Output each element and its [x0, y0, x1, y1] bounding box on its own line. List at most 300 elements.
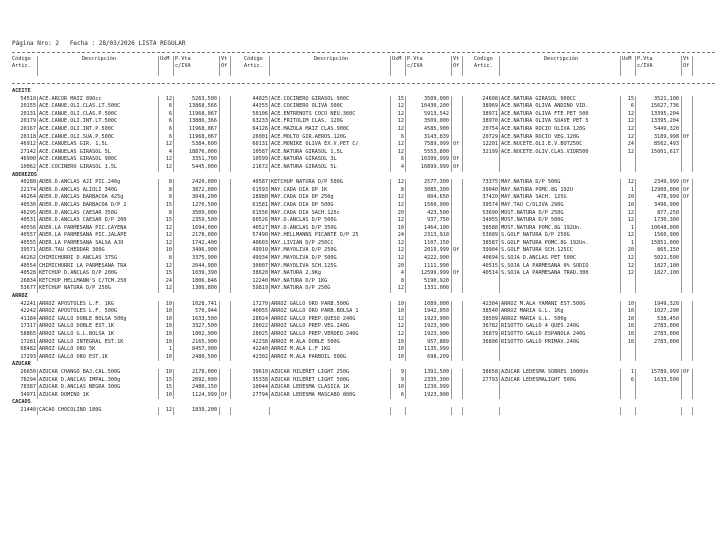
col-separator [173, 156, 175, 164]
col-separator [37, 149, 39, 157]
col-header-uxm: UxM [392, 56, 402, 62]
item-uxm: 12 [627, 118, 634, 125]
item-price: 11968,067 [188, 110, 217, 117]
col-separator [37, 232, 39, 240]
item-description: ACE.CAÑUELAS GIR. 1,5L [39, 141, 108, 148]
item-offer: Of [453, 270, 460, 277]
col-separator [390, 247, 392, 255]
col-separator [451, 217, 453, 225]
col-separator [219, 217, 221, 225]
col-separator [681, 354, 683, 362]
col-separator [390, 255, 392, 263]
col-separator [451, 316, 453, 324]
col-separator [390, 285, 392, 293]
item-description: ARROZ APOSTOLES L.F. 1KG [39, 300, 114, 307]
item-code: 40694 [482, 255, 498, 262]
item-description: AZUCAR CHANGO BAJ.CAL.500G [39, 368, 121, 375]
item-uxm: 6 [168, 133, 172, 140]
item-uxm: 12 [397, 179, 404, 186]
table-row [12, 331, 715, 339]
col-separator [390, 331, 392, 339]
item-code: 49910 [252, 247, 268, 254]
col-separator [635, 134, 637, 142]
item-code: 46912 [20, 141, 36, 148]
col-separator [219, 346, 221, 354]
table-row [12, 225, 715, 233]
item-description: ARROZ MARIA G.L. 1Kg [501, 308, 564, 315]
item-uxm: 8 [400, 277, 404, 284]
col-separator [158, 194, 160, 202]
col-separator [692, 187, 694, 195]
col-separator [219, 179, 221, 187]
col-separator [462, 384, 464, 392]
item-uxm: 6 [168, 118, 172, 125]
item-uxm: 12 [627, 217, 634, 224]
col-separator [462, 247, 464, 255]
report-header [12, 40, 185, 47]
section-title: ARROZ [12, 293, 28, 300]
col-separator [405, 149, 407, 157]
col-separator [451, 103, 453, 111]
col-separator [269, 134, 271, 142]
item-description: ACE.NATURA GIRASOL 900CC [501, 95, 576, 102]
item-code: 40055 [252, 308, 268, 315]
col-separator [620, 240, 622, 248]
col-separator [635, 240, 637, 248]
col-separator [230, 164, 232, 172]
col-separator [692, 202, 694, 210]
item-code: 35338 [252, 376, 268, 383]
col-separator [390, 369, 392, 377]
col-separator [405, 354, 407, 362]
item-code: 17317 [20, 323, 36, 330]
item-description: ARROZ GALLO DOBLE BOLSA 500g [39, 315, 127, 322]
col-separator [37, 346, 39, 354]
item-code: 39574 [482, 201, 498, 208]
item-price: 2783,000 [654, 338, 679, 345]
item-price: 1107,150 [424, 239, 449, 246]
col-separator [462, 225, 464, 233]
col-separator [405, 164, 407, 172]
item-uxm: 6 [400, 391, 404, 398]
col-separator [451, 149, 453, 157]
item-price: 1464,100 [424, 224, 449, 231]
item-description: MAY.TAU C/OLIVA 290G [501, 201, 564, 208]
item-code: 40557 [20, 232, 36, 239]
item-price: 698,209 [427, 353, 449, 360]
item-description: ACE.FRITOLIM CLAS. 120G [271, 118, 343, 125]
col-separator [405, 156, 407, 164]
col-separator [219, 194, 221, 202]
col-separator [451, 210, 453, 218]
item-code: 46264 [20, 194, 36, 201]
col-separator [269, 156, 271, 164]
col-separator [158, 308, 160, 316]
item-code: 10587 [252, 148, 268, 155]
col-separator [405, 308, 407, 316]
col-separator [173, 202, 175, 210]
item-description: ACE.CAÑUE.OLI.CLAS.LT.500C [39, 103, 121, 110]
col-separator [462, 96, 464, 104]
col-separator [158, 103, 160, 111]
table-row [12, 118, 715, 126]
item-uxm: 6 [168, 103, 172, 110]
item-price: 1111,990 [424, 262, 449, 269]
item-description: ACE.CAÑUELAS GIRASOL 5L [39, 148, 111, 155]
col-separator [405, 247, 407, 255]
item-uxm: 12 [397, 331, 404, 337]
item-price: 2178,000 [192, 232, 217, 239]
item-code: 36806 [482, 338, 498, 345]
item-description: ACE.COCINERO GIRASOL 900C [271, 95, 350, 102]
col-separator [635, 263, 637, 271]
item-description: ADER.LA PARMESANA PIC.JALAPE [39, 232, 127, 239]
col-separator [462, 134, 464, 142]
col-separator [405, 118, 407, 126]
col-separator [390, 308, 392, 316]
col-separator [462, 187, 464, 195]
item-price: 15627,736 [650, 103, 679, 110]
col-separator [269, 210, 271, 218]
item-uxm: 6 [630, 103, 634, 110]
col-separator [173, 111, 175, 119]
item-uxm: 10 [627, 308, 634, 315]
item-code: 46295 [20, 209, 36, 216]
col-separator [158, 270, 160, 278]
item-code: 40514 [482, 270, 498, 277]
col-separator [620, 278, 622, 286]
item-price: 10430,200 [420, 103, 449, 110]
item-price: 11968,067 [188, 125, 217, 132]
item-uxm: 12 [397, 255, 404, 262]
col-separator [230, 346, 232, 354]
item-code: 38588 [482, 224, 498, 231]
col-separator [219, 308, 221, 316]
col-separator [462, 164, 464, 172]
item-code: 38587 [482, 239, 498, 246]
item-price: 538,450 [657, 315, 679, 322]
item-description: MAY.NATURA D/P 500G [501, 179, 561, 186]
col-separator [390, 134, 392, 142]
table-row [12, 384, 715, 392]
col-separator [230, 141, 232, 149]
item-uxm: 12 [627, 133, 634, 140]
col-header-descripcion: Descripción [313, 56, 349, 62]
col-separator [173, 407, 175, 415]
item-description: AZUCAR LEDESMA MASCABO 800G [271, 391, 356, 398]
item-price: 8457,900 [192, 346, 217, 353]
col-separator [37, 323, 39, 331]
col-separator [158, 96, 160, 104]
item-uxm: 12 [627, 255, 634, 262]
col-separator [173, 179, 175, 187]
col-separator [499, 285, 501, 293]
col-separator [635, 111, 637, 119]
col-separator [681, 202, 683, 210]
col-separator [499, 316, 501, 324]
item-price: 2480,500 [192, 353, 217, 360]
col-separator [230, 384, 232, 392]
item-uxm: 24 [397, 232, 404, 239]
item-description: ARROZ GALLO ORO 5K [39, 346, 96, 353]
col-separator [269, 263, 271, 271]
col-separator [219, 210, 221, 218]
col-separator [390, 111, 392, 119]
col-separator [635, 407, 637, 415]
table-row [12, 164, 715, 172]
item-price: 1028,741 [192, 300, 217, 307]
col-separator [635, 149, 637, 157]
col-separator [219, 316, 221, 324]
col-separator [219, 202, 221, 210]
item-price: 1633,500 [654, 376, 679, 383]
col-separator [158, 232, 160, 240]
col-separator [158, 285, 160, 293]
col-separator [173, 187, 175, 195]
col-separator [37, 103, 39, 111]
col-separator [681, 56, 682, 76]
col-separator [635, 126, 637, 134]
item-code: 24608 [482, 95, 498, 102]
col-separator [681, 141, 683, 149]
item-price: 1923,900 [424, 315, 449, 322]
item-description: KETCHUP HELLMANN'S C/TCM.250 [39, 277, 127, 284]
col-separator [681, 118, 683, 126]
col-separator [158, 278, 160, 286]
item-price: 877,250 [657, 209, 679, 216]
col-header-vt: Vt Of [453, 56, 460, 69]
col-separator [219, 247, 221, 255]
col-separator [635, 346, 637, 354]
price-table [12, 88, 715, 415]
col-separator [499, 301, 501, 309]
col-separator [390, 301, 392, 309]
item-price: 5190,920 [424, 277, 449, 284]
col-separator [230, 96, 232, 104]
item-description: AZUCAR D.ANCLAS NEGRA 300G [39, 384, 121, 391]
col-separator [451, 323, 453, 331]
item-price: 1331,000 [424, 285, 449, 292]
item-code: 39904 [482, 247, 498, 254]
col-separator [219, 187, 221, 195]
item-uxm: 12 [165, 224, 172, 231]
col-separator [405, 346, 407, 354]
col-separator [692, 354, 694, 362]
col-separator [635, 369, 637, 377]
item-uxm: 12 [397, 217, 404, 224]
col-separator [499, 323, 501, 331]
col-separator [462, 56, 463, 76]
item-price: 1306,800 [192, 285, 217, 292]
col-separator [499, 217, 501, 225]
item-code: 53689 [482, 232, 498, 239]
col-separator [37, 285, 39, 293]
col-separator [158, 179, 160, 187]
col-separator [635, 354, 637, 362]
item-description: MAY.MAYOLIVA D/P 500G [271, 255, 337, 262]
col-separator [173, 149, 175, 157]
col-header-vt: Vt Of [221, 56, 228, 69]
item-description: ACE.CAÑUE.OLI.INT.P.500C [39, 125, 114, 132]
col-separator [620, 56, 621, 76]
item-code: 28980 [252, 194, 268, 201]
section-title: CACAOS [12, 399, 31, 406]
col-separator [692, 103, 694, 111]
header-rule [12, 83, 715, 84]
item-code: 10599 [252, 156, 268, 163]
item-uxm: 10 [397, 346, 404, 353]
item-uxm: 12 [397, 323, 404, 330]
col-header-pvta: P.Vta c/IVA [175, 56, 191, 69]
item-uxm: 6 [400, 156, 404, 163]
item-uxm: 24 [165, 277, 172, 284]
col-separator [462, 118, 464, 126]
col-separator [635, 156, 637, 164]
item-uxm: 10 [627, 201, 634, 208]
col-separator [499, 118, 501, 126]
col-separator [269, 301, 271, 309]
section-title: ADEREZOS [12, 171, 37, 178]
col-separator [269, 285, 271, 293]
col-separator [173, 354, 175, 362]
col-separator [499, 392, 501, 400]
item-uxm: 10 [627, 338, 634, 345]
col-separator [462, 111, 464, 119]
item-uxm: 12 [165, 163, 172, 170]
col-separator [173, 331, 175, 339]
col-separator [390, 56, 391, 76]
item-uxm: 12 [627, 262, 634, 269]
item-uxm: 12 [165, 232, 172, 239]
table-row [12, 263, 715, 271]
item-code: 42240 [252, 346, 268, 353]
col-separator [173, 103, 175, 111]
col-separator [158, 126, 160, 134]
col-separator [269, 194, 271, 202]
item-code: 46900 [20, 156, 36, 163]
col-separator [692, 255, 694, 263]
col-separator [158, 346, 160, 354]
item-description: MOST.NATURA D/P 250G [501, 209, 564, 216]
item-code: 61581 [252, 201, 268, 208]
col-separator [173, 308, 175, 316]
col-separator [405, 240, 407, 248]
col-separator [692, 56, 693, 76]
table-row [12, 323, 715, 331]
col-separator [681, 407, 683, 415]
item-code: 46262 [20, 255, 36, 262]
col-separator [230, 118, 232, 126]
item-uxm: 10 [165, 331, 172, 337]
col-separator [692, 285, 694, 293]
col-separator [230, 339, 232, 347]
col-separator [37, 225, 39, 233]
col-separator [620, 316, 622, 324]
item-uxm: 12 [627, 179, 634, 186]
table-row [12, 301, 715, 309]
item-code: 42304 [482, 300, 498, 307]
col-separator [681, 263, 683, 271]
col-separator [405, 141, 407, 149]
col-separator [681, 232, 683, 240]
item-code: 40288 [20, 179, 36, 186]
col-separator [692, 118, 694, 126]
item-uxm: 12 [165, 285, 172, 292]
item-uxm: 10 [627, 300, 634, 307]
col-separator [692, 179, 694, 187]
item-price: 1839,200 [192, 406, 217, 413]
item-uxm: 4 [400, 163, 404, 170]
col-separator [269, 278, 271, 286]
col-separator [158, 247, 160, 255]
item-uxm: 10 [397, 300, 404, 307]
col-separator [230, 392, 232, 400]
col-separator [499, 278, 501, 286]
col-separator [692, 141, 694, 149]
item-description: MAY.NATURA POMC.8G 192U [501, 186, 573, 193]
col-separator [405, 270, 407, 278]
col-separator [462, 179, 464, 187]
col-separator [269, 323, 271, 331]
col-separator [681, 134, 683, 142]
table-row [12, 255, 715, 263]
item-description: ACE.ARCOR MAIZ 890cc [39, 95, 102, 102]
item-price: 1135,999 [424, 346, 449, 353]
col-separator [405, 111, 407, 119]
col-separator [37, 263, 39, 271]
item-code: 22174 [20, 186, 36, 193]
col-separator [681, 346, 683, 354]
col-separator [173, 384, 175, 392]
item-price: 2313,918 [424, 232, 449, 239]
item-description: AZUCAR D.ANCLAS IMPAL.300g [39, 376, 121, 383]
col-separator [499, 225, 501, 233]
col-separator [681, 369, 683, 377]
item-price: 478,999 [657, 194, 679, 201]
table-row [12, 407, 715, 415]
col-separator [681, 126, 683, 134]
col-separator [462, 232, 464, 240]
item-uxm: 12 [165, 156, 172, 163]
col-separator [692, 225, 694, 233]
item-description: ACE.NUCETE.OLIV.CLAS.VIDR500 [501, 148, 589, 155]
item-code: 44355 [252, 103, 268, 110]
item-uxm: 6 [168, 110, 172, 117]
col-separator [390, 217, 392, 225]
col-separator [692, 126, 694, 134]
col-separator [681, 255, 683, 263]
item-description: ARROZ M.ALA L.F 1KG [271, 346, 331, 353]
table-row [12, 202, 715, 210]
col-separator [620, 187, 622, 195]
col-separator [405, 407, 407, 415]
col-separator [158, 316, 160, 324]
col-separator [451, 407, 453, 415]
col-separator [390, 384, 392, 392]
col-separator [451, 392, 453, 400]
item-uxm: 12 [627, 110, 634, 117]
col-separator [451, 354, 453, 362]
item-price: 1239,999 [424, 384, 449, 391]
item-price: 1730,300 [654, 217, 679, 224]
col-separator [219, 126, 221, 134]
col-separator [462, 339, 464, 347]
col-separator [173, 96, 175, 104]
col-separator [405, 316, 407, 324]
col-separator [451, 247, 453, 255]
col-separator [269, 126, 271, 134]
item-code: 78387 [20, 384, 36, 391]
